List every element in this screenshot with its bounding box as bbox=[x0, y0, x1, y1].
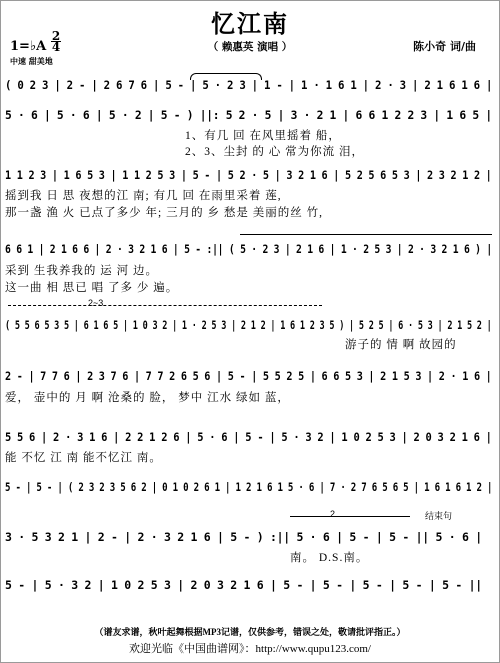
lyric-line-4a: 采到 生我养我的 运 河 边。 bbox=[5, 265, 158, 277]
tempo-marking: 中速 甜美地 bbox=[10, 57, 53, 66]
song-title: 忆江南 bbox=[211, 9, 289, 38]
notation-line-5: ( 5 5 6 5 3 5 | 6 1 6 5 | 1 0 3 2 | 1 · 2 5 3 | 2 1 2 | 1 6 1 2 3 5 ) | 5 2 5 | 6 · 5 3 | 2 1 5 2 | bbox=[5, 318, 492, 332]
notation-line-3: 1 1 2 3 | 1 6 5 3 | 1 1 2 5 3 | 5 - | 5 2 · 5 | 3 2 1 6 | 5 2 5 6 5 3 | 2 3 2 1 2 | bbox=[5, 168, 492, 182]
notation-line-2: 5 · 6 | 5 · 6 | 5 · 2 | 5 - ) ||: 5 2 · 5 | 3 · 2 1 | 6 6 1 2 2 3 | 1 6 5 | bbox=[5, 108, 492, 122]
ending-marker: 结束句 bbox=[425, 511, 453, 521]
notation-line-4: 6 6 1 | 2 1 6 6 | 2 · 3 2 1 6 | 5 - :|| ( 5 · 2 3 | 2 1 6 | 1 · 2 5 3 | 2 · 3 2 1 6 ) | bbox=[5, 242, 492, 256]
lyric-line-6: 爱， 壶中的 月 啊 沧桑的 脸， 梦中 江水 绿如 蓝， bbox=[5, 392, 290, 404]
lyric-line-3b: 那一盏 渔 火 已点了多少 年; 三月的 乡 愁是 美丽的丝 竹, bbox=[5, 207, 323, 219]
volta-2-3-marker: 2~3 bbox=[88, 298, 104, 308]
time-signature-bottom: 4 bbox=[51, 40, 61, 54]
lyric-line-4b: 这一曲 相 思已 唱 了多 少 遍。 bbox=[5, 282, 179, 294]
notation-line-8: 5 - | 5 - | ( 2 3 2 3 5 6 2 | 0 1 0 2 6 1 | 1 2 1 6 1 5 · 6 | 7 · 2 7 6 5 6 5 | 1 6 1 6 1 2 | bbox=[5, 480, 493, 494]
notation-line-10: 5 - | 5 · 3 2 | 1 0 2 5 3 | 2 0 3 2 1 6 | 5 - | 5 - | 5 - | 5 - | 5 - || bbox=[5, 578, 482, 592]
composer-credit: 陈小奇 词/曲 bbox=[413, 40, 476, 53]
footer-note: （谱友求谱，秋叶起舞根据MP3记谱，仅供参考，错误之处，敬请批评指正。） bbox=[94, 627, 406, 637]
key-signature: 1=♭A bbox=[10, 39, 47, 54]
footer-site: 欢迎光临《中国曲谱网》：http://www.qupu123.com/ bbox=[129, 643, 371, 655]
lyric-line-2a: 1、有几 回 在风里摇着 船， bbox=[185, 130, 341, 142]
notation-line-9: 3 · 5 3 2 1 | 2 - | 2 · 3 2 1 6 | 5 - ) :|| 5 · 6 | 5 - | 5 - || 5 · 6 | bbox=[5, 530, 482, 544]
lyric-line-3a: 摇到我 日 思 夜想的江 南; 有几 回 在雨里采着 莲, bbox=[5, 190, 282, 202]
lyric-line-5: 游子的 情 啊 故园的 bbox=[345, 339, 457, 351]
notation-line-7: 5 5 6 | 2 · 3 1 6 | 2 2 1 2 6 | 5 · 6 | 5 - | 5 · 3 2 | 1 0 2 5 3 | 2 0 3 2 1 6 | bbox=[5, 430, 492, 444]
notation-line-6: 2 - | 7 7 6 | 2 3 7 6 | 7 7 2 6 5 6 | 5 - | 5 5 2 5 | 6 6 5 3 | 2 1 5 3 | 2 · 1 6 | bbox=[5, 369, 492, 383]
time-signature bbox=[50, 31, 62, 52]
lyric-line-2b: 2、3、尘封 的 心 常为你流 泪， bbox=[185, 146, 364, 158]
time-signature-top: 2 bbox=[51, 29, 61, 43]
performer-credit: （ 赖惠英 演唱 ） bbox=[207, 41, 293, 53]
volta-2-marker: 2 bbox=[330, 509, 336, 519]
notation-line-1: ( 0 2 3 | 2 - | 2 6 7 6 | 5 - | 5 · 2 3 | 1 - | 1 · 1 6 1 | 2 · 3 | 2 1 6 1 6 | bbox=[5, 78, 493, 92]
lyric-line-9: 南。 D.S.南。 bbox=[290, 552, 369, 564]
lyric-line-7: 能 不忆 江 南 能不忆江 南。 bbox=[5, 452, 162, 464]
